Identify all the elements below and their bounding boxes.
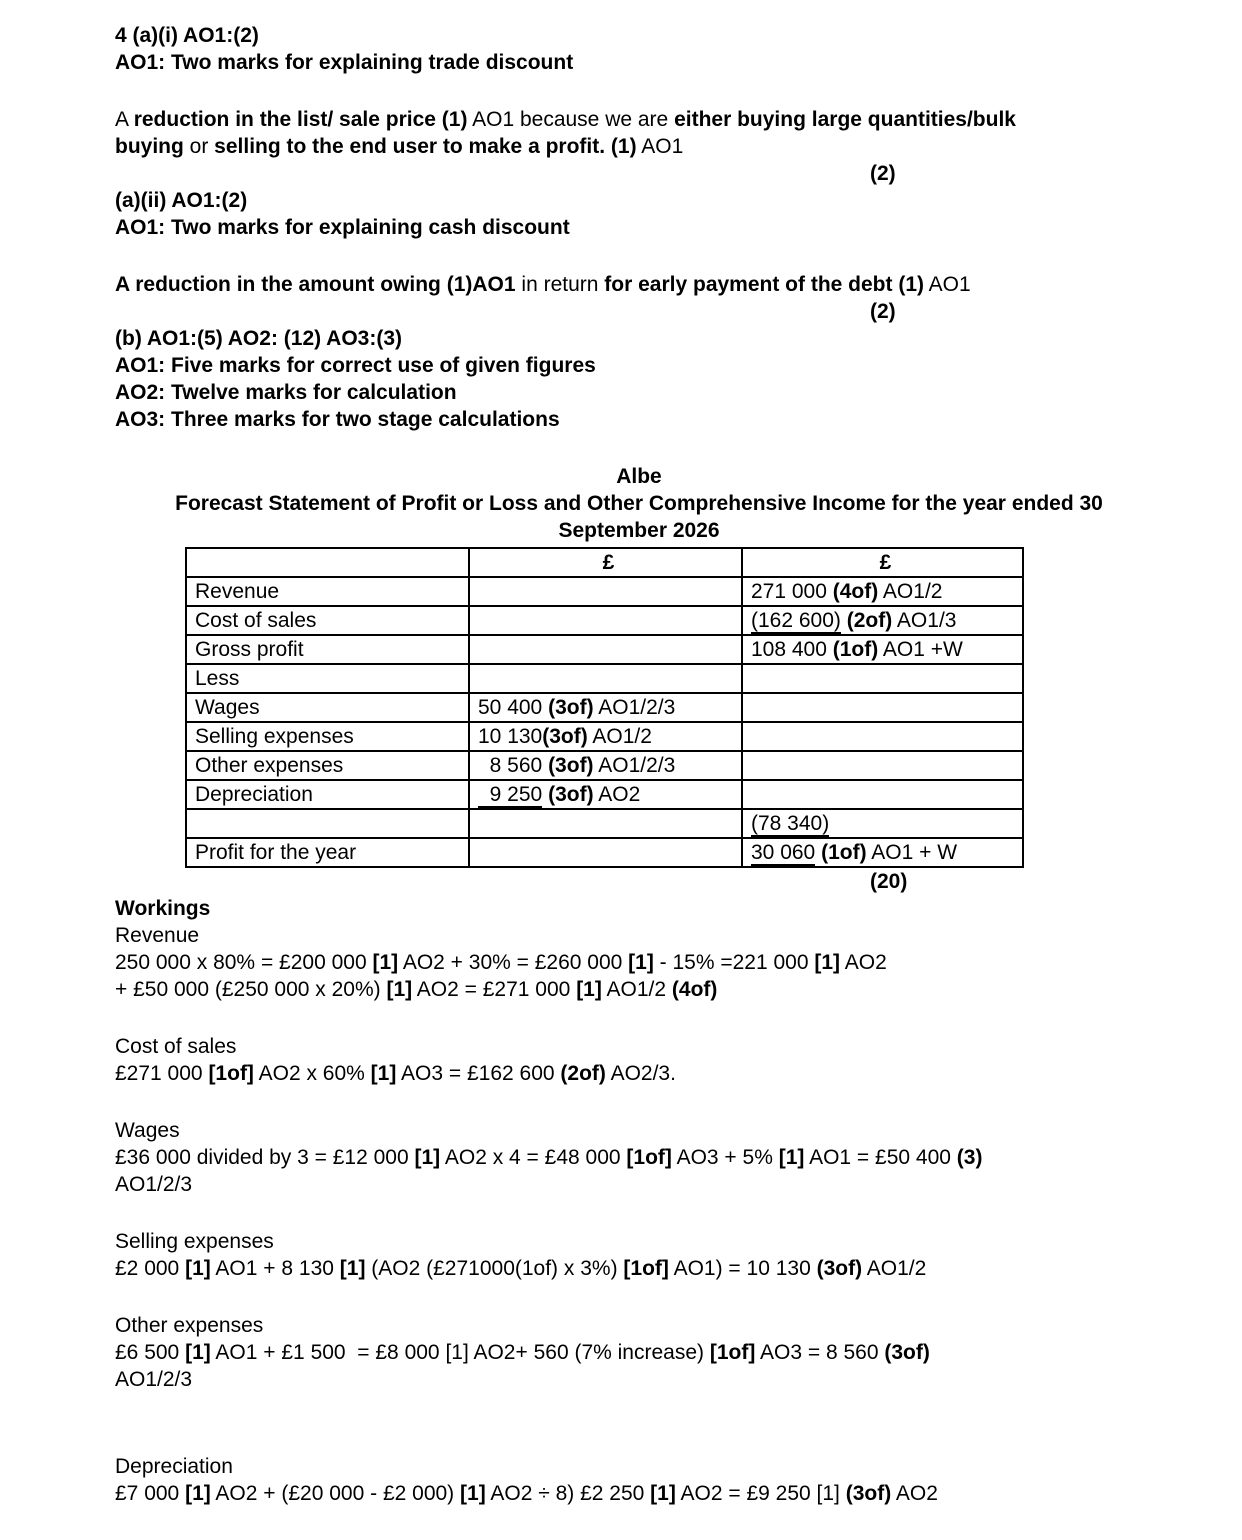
bold-text-segment: (2)	[870, 300, 896, 323]
workings-selling-label	[115, 1228, 1224, 1255]
text-segment: AO2 + 30% = £260 000	[398, 951, 629, 974]
workings-revenue-calc1	[115, 949, 1224, 976]
amount-cell-inner	[469, 780, 742, 809]
text-segment: AO1/2/3	[115, 1173, 193, 1196]
workings-other-calc	[115, 1339, 1224, 1366]
row-label-cell: Cost of sales	[186, 606, 469, 635]
workings-wages-calc	[115, 1144, 1224, 1171]
amount-cell-outer	[742, 664, 1023, 693]
amount-cell-outer	[742, 693, 1023, 722]
ao2-b-descriptor	[115, 379, 1224, 406]
workings-other-ao	[115, 1366, 1224, 1393]
table-row	[186, 838, 1023, 867]
text-segment: AO1/2	[601, 978, 672, 1001]
amount-cell-inner	[469, 838, 742, 867]
underlined-text-segment: 30 060	[751, 841, 815, 867]
bold-text-segment: [1]	[414, 1146, 441, 1169]
text-segment: AO1 = £50 400	[804, 1146, 957, 1169]
text-segment: A	[115, 108, 134, 131]
q4ai-header	[115, 22, 1224, 49]
workings-depreciation-calc	[115, 1480, 1224, 1507]
bold-text-segment: for early payment of the debt (1)	[604, 273, 924, 296]
text-segment: £6 500	[115, 1341, 186, 1364]
text-segment: AO1 +W	[878, 637, 963, 661]
statement-title-line1	[18, 490, 1242, 517]
bold-text-segment: Workings	[115, 897, 211, 920]
text-segment: 108 400	[751, 637, 833, 661]
company-name	[18, 463, 1242, 490]
text-segment: (AO2 (£271000(1of) x 3%)	[365, 1257, 624, 1280]
amount-cell-outer	[742, 635, 1023, 664]
header-blank-cell	[186, 548, 469, 577]
amount-cell-inner	[469, 635, 742, 664]
workings-wages-ao	[115, 1171, 1224, 1198]
bold-text-segment: A reduction in the amount owing (1)AO1	[115, 273, 516, 296]
bold-text-segment: (a)(ii) AO1:(2)	[115, 189, 248, 212]
forecast-statement-table	[185, 547, 1024, 868]
text-segment: Other expenses	[115, 1314, 264, 1337]
statement-title-line2	[18, 517, 1242, 544]
bold-text-segment: [1]	[628, 951, 654, 974]
table-row	[186, 693, 1023, 722]
text-segment: AO3 = £162 600	[396, 1062, 561, 1085]
text-segment: - 15% =221 000	[653, 951, 815, 974]
text-segment: £2 000	[115, 1257, 186, 1280]
mark-ai	[115, 160, 1224, 187]
bold-text-segment: (3of)	[542, 724, 588, 748]
workings-selling-calc	[115, 1255, 1224, 1282]
bold-text-segment: [1]	[185, 1482, 211, 1505]
bold-text-segment: (3of)	[816, 1257, 863, 1280]
text-segment: AO1/2/3	[593, 695, 676, 719]
text-segment: AO1 + 8 130	[210, 1257, 340, 1280]
text-segment: or	[183, 135, 215, 158]
text-segment: AO1 + £1 500 = £8 000 [1] AO2+ 560 (7% increase)	[210, 1341, 710, 1364]
bold-text-segment: AO1: Five marks for correct use of given figures	[115, 354, 596, 377]
workings-wages-label	[115, 1117, 1224, 1144]
bold-text-segment: Albe	[616, 465, 662, 488]
bold-text-segment: (3of)	[548, 782, 594, 806]
bold-text-segment: [1]	[339, 1257, 366, 1280]
bold-text-segment: (2)	[870, 162, 896, 185]
bold-text-segment: (3of)	[548, 695, 594, 719]
mark-aii	[115, 298, 1224, 325]
spacer	[115, 1003, 1224, 1033]
bold-text-segment: (4of)	[832, 579, 879, 603]
trade-discount-answer-line1	[115, 106, 1224, 133]
header-currency-cell: £	[742, 548, 1023, 577]
bold-text-segment: [1]	[814, 951, 841, 974]
text-segment: AO2 x 60%	[253, 1062, 371, 1085]
text-segment: AO1/2/3	[115, 1368, 193, 1391]
text-segment: Depreciation	[115, 1455, 233, 1478]
text-segment: AO1	[636, 135, 684, 158]
spacer	[115, 241, 1224, 271]
spacer	[115, 1282, 1224, 1312]
amount-cell-outer	[742, 780, 1023, 809]
bold-text-segment: [1]	[650, 1482, 676, 1505]
text-segment: Revenue	[115, 924, 200, 947]
bold-text-segment: [1of]	[709, 1341, 756, 1364]
amount-cell-inner	[469, 577, 742, 606]
text-segment: Cost of sales	[115, 1035, 237, 1058]
workings-other-label	[115, 1312, 1224, 1339]
text-segment: 10 130	[478, 724, 543, 748]
amount-cell-outer	[742, 722, 1023, 751]
text-segment: AO2 = £271 000	[412, 978, 577, 1001]
trade-discount-answer-line2	[115, 133, 1224, 160]
amount-cell-inner	[469, 664, 742, 693]
table-row	[186, 780, 1023, 809]
workings-cos-label	[115, 1033, 1224, 1060]
text-segment: AO2 ÷ 8) £2 250	[485, 1482, 651, 1505]
workings-depreciation-label	[115, 1453, 1224, 1480]
text-segment: AO1) = 10 130	[668, 1257, 817, 1280]
text-segment: 250 000 x 80% = £200 000	[115, 951, 373, 974]
bold-text-segment: (3of)	[845, 1482, 892, 1505]
amount-cell-inner	[469, 722, 742, 751]
bold-text-segment: (2of)	[560, 1062, 606, 1085]
amount-cell-outer	[742, 751, 1023, 780]
workings-revenue-calc2	[115, 976, 1224, 1003]
amount-cell-inner	[469, 693, 742, 722]
text-segment: AO1/2	[862, 1257, 927, 1280]
q4b-header	[115, 325, 1224, 352]
spacer	[115, 1393, 1224, 1423]
bold-text-segment: [1]	[778, 1146, 805, 1169]
amount-cell-inner	[469, 606, 742, 635]
bold-text-segment: [1of]	[626, 1146, 672, 1169]
underlined-text-segment: (162 600)	[751, 609, 841, 635]
table-row	[186, 577, 1023, 606]
amount-cell-outer	[742, 838, 1023, 867]
bold-text-segment: (4of)	[671, 978, 718, 1001]
bold-text-segment: [1of]	[623, 1257, 669, 1280]
bold-text-segment: AO1: Two marks for explaining trade discount	[115, 51, 574, 74]
bold-text-segment: [1]	[370, 1062, 397, 1085]
bold-text-segment: [1]	[185, 1257, 211, 1280]
bold-text-segment: (1of)	[832, 637, 879, 661]
bold-text-segment: (3of)	[548, 753, 594, 777]
table-row	[186, 635, 1023, 664]
bold-text-segment: [1]	[185, 1341, 211, 1364]
table-header-row	[186, 548, 1023, 577]
amount-cell-inner	[469, 809, 742, 838]
bold-text-segment: [1of]	[208, 1062, 254, 1085]
workings-revenue-label	[115, 922, 1224, 949]
text-segment: £271 000	[115, 1062, 209, 1085]
bold-text-segment: 4 (a)(i) AO1:(2)	[115, 24, 259, 47]
spacer	[115, 433, 1224, 463]
bold-text-segment: [1]	[460, 1482, 486, 1505]
bold-text-segment: [1]	[372, 951, 399, 974]
ao1-b-descriptor	[115, 352, 1224, 379]
q4aii-header	[115, 187, 1224, 214]
table-row	[186, 664, 1023, 693]
text-segment: AO1/2/3	[593, 753, 676, 777]
row-label-cell: Less	[186, 664, 469, 693]
row-label-cell: Profit for the year	[186, 838, 469, 867]
table-row	[186, 809, 1023, 838]
row-label-cell: Revenue	[186, 577, 469, 606]
bold-text-segment: AO1: Two marks for explaining cash discount	[115, 216, 570, 239]
bold-text-segment: selling to the end user to make a profit. (1)	[214, 135, 637, 158]
bold-text-segment: (2of)	[846, 608, 893, 632]
text-segment: AO2 + (£20 000 - £2 000)	[210, 1482, 461, 1505]
amount-cell-outer	[742, 809, 1023, 838]
text-segment: £36 000 divided by 3 = £12 000	[115, 1146, 415, 1169]
text-segment: AO1 + W	[866, 840, 958, 864]
mark-b-total	[115, 868, 1224, 895]
text-segment: AO2 = £9 250 [1]	[675, 1482, 846, 1505]
row-label-cell: Depreciation	[186, 780, 469, 809]
table-row	[186, 606, 1023, 635]
text-segment: AO2 x 4 = £48 000	[440, 1146, 627, 1169]
underlined-text-segment: 9 250	[478, 783, 542, 809]
text-segment: AO2	[891, 1482, 938, 1505]
ao1-trade-descriptor	[115, 49, 1224, 76]
ao1-cash-descriptor	[115, 214, 1224, 241]
row-label-cell: Selling expenses	[186, 722, 469, 751]
table-row	[186, 722, 1023, 751]
bold-text-segment: Forecast Statement of Profit or Loss and Other Comprehensive Income for the year ended 30	[175, 492, 1103, 515]
row-label-cell: Other expenses	[186, 751, 469, 780]
text-segment: AO3 + 5%	[671, 1146, 779, 1169]
amount-cell-outer	[742, 577, 1023, 606]
bold-text-segment: [1]	[576, 978, 602, 1001]
text-segment: in return	[515, 273, 605, 296]
spacer	[115, 76, 1224, 106]
row-label-cell: Gross profit	[186, 635, 469, 664]
text-segment: + £50 000 (£250 000 x 20%)	[115, 978, 387, 1001]
bold-text-segment: buying	[115, 135, 184, 158]
bold-text-segment: (b) AO1:(5) AO2: (12) AO3:(3)	[115, 327, 403, 350]
spacer	[115, 1198, 1224, 1228]
bold-text-segment: (3)	[956, 1146, 983, 1169]
text-segment: AO1/3	[892, 608, 957, 632]
text-segment: 271 000	[751, 579, 833, 603]
text-segment: AO1 because we are	[467, 108, 675, 131]
amount-cell-inner	[469, 751, 742, 780]
text-segment: AO2	[593, 782, 641, 806]
text-segment: £7 000	[115, 1482, 186, 1505]
ao3-b-descriptor	[115, 406, 1224, 433]
spacer	[115, 1087, 1224, 1117]
amount-cell-outer	[742, 606, 1023, 635]
bold-text-segment: reduction in the list/ sale price (1)	[133, 108, 468, 131]
bold-text-segment: September 2026	[558, 519, 720, 542]
text-segment: AO2	[840, 951, 887, 974]
table-row	[186, 751, 1023, 780]
bold-text-segment: AO2: Twelve marks for calculation	[115, 381, 457, 404]
text-segment: AO1/2	[878, 579, 943, 603]
text-segment: 50 400	[478, 695, 549, 719]
bold-text-segment: (1of)	[821, 840, 867, 864]
workings-header	[115, 895, 1224, 922]
text-segment: AO2/3.	[605, 1062, 676, 1085]
bold-text-segment: AO3: Three marks for two stage calculations	[115, 408, 560, 431]
cash-discount-answer	[115, 271, 1224, 298]
bold-text-segment: (20)	[870, 870, 908, 893]
text-segment: AO1/2	[587, 724, 652, 748]
row-label-cell: Wages	[186, 693, 469, 722]
text-segment: 8 560	[478, 753, 549, 777]
underlined-text-segment: (78 340)	[751, 812, 829, 838]
text-segment: Wages	[115, 1119, 180, 1142]
text-segment: AO1	[924, 273, 971, 296]
row-label-cell	[186, 809, 469, 838]
bold-text-segment: [1]	[386, 978, 413, 1001]
text-segment: AO3 = 8 560	[755, 1341, 885, 1364]
workings-cos-calc	[115, 1060, 1224, 1087]
bold-text-segment: either buying large quantities/bulk	[674, 108, 1016, 131]
header-currency-cell: £	[469, 548, 742, 577]
bold-text-segment: (3of)	[884, 1341, 930, 1364]
text-segment: Selling expenses	[115, 1230, 274, 1253]
spacer	[115, 1423, 1224, 1453]
